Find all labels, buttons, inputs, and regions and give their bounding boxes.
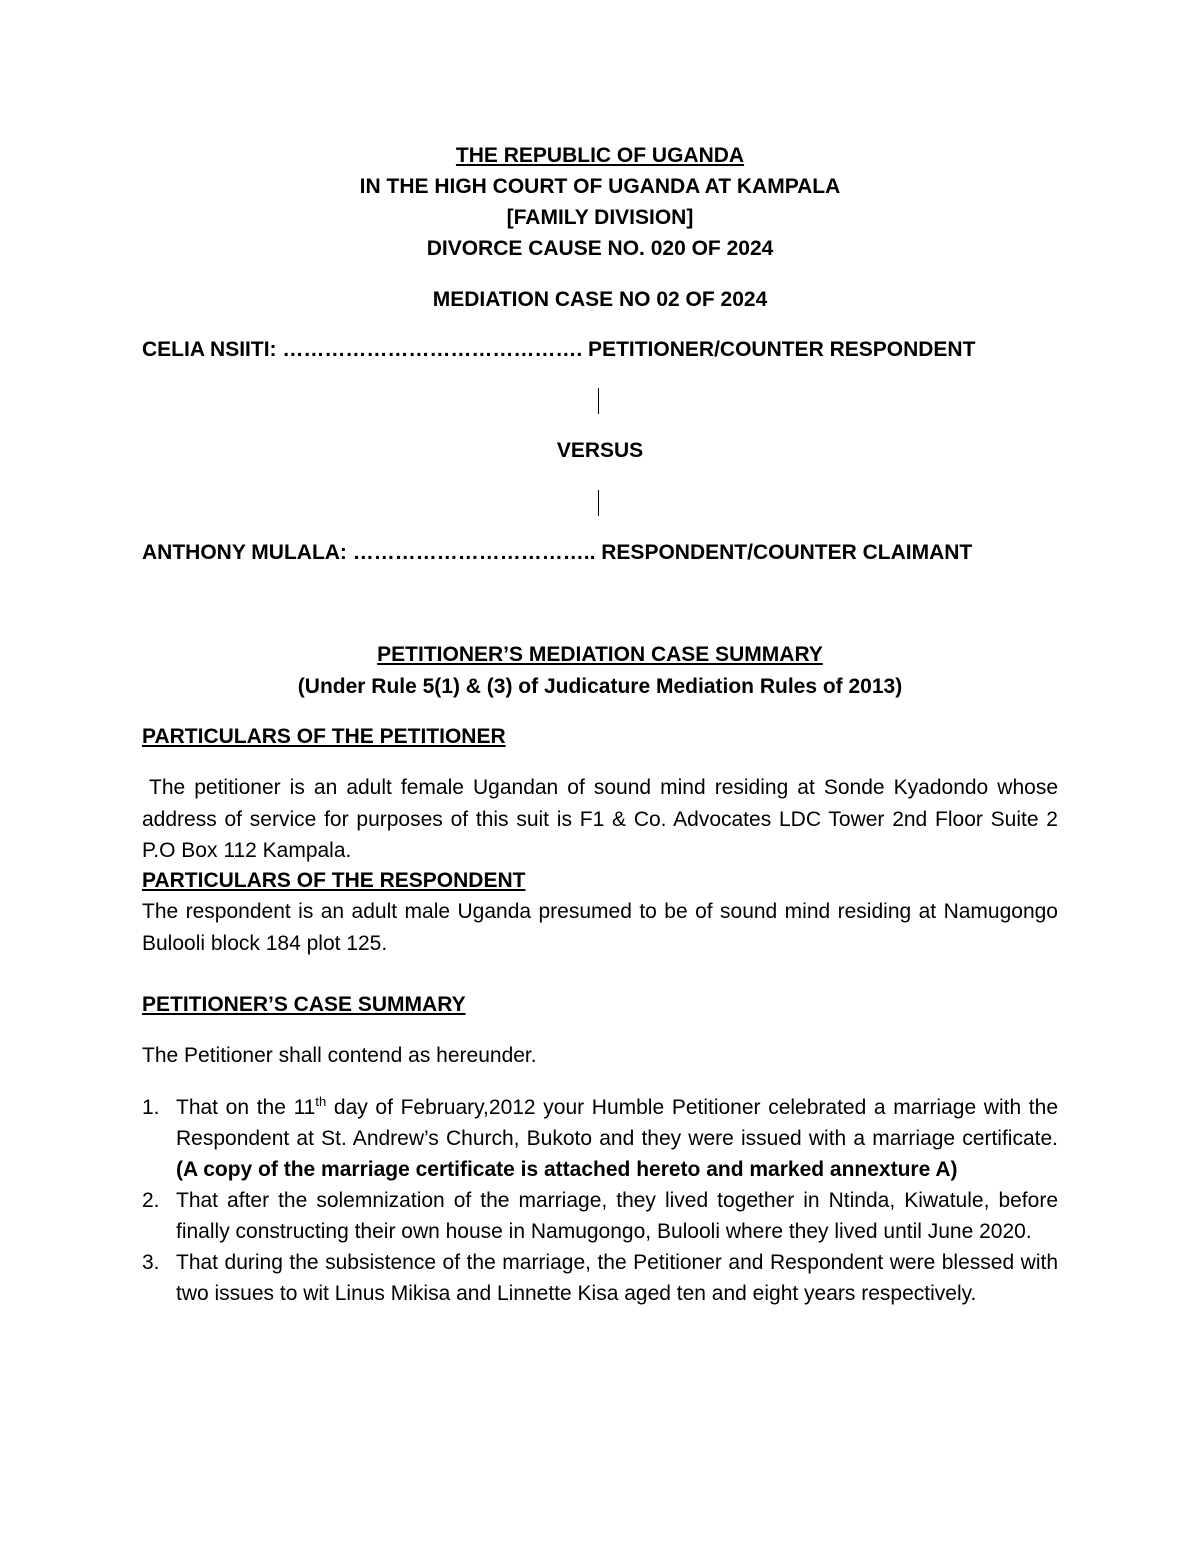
case-summary-heading: PETITIONER’S CASE SUMMARY bbox=[142, 993, 466, 1016]
list-item bbox=[142, 1092, 1058, 1185]
annexture-note: (A copy of the marriage certificate is attached hereto and marked annexture A) bbox=[176, 1158, 958, 1181]
case-summary-intro: The Petitioner shall contend as hereunder. bbox=[142, 1044, 537, 1067]
list-item-text-end: day of February,2012 your Humble Petitioner celebrated a marriage with the Respondent at St. Andrew’s Church, Bukoto and they were issued with a marriage certificate. bbox=[176, 1096, 1059, 1150]
court-heading: IN THE HIGH COURT OF UGANDA AT KAMPALA bbox=[359, 175, 841, 198]
list-item-text: That after the solemnization of the marriage, they lived together in Ntinda, Kiwatule, before finally constructing their own house in Namugongo, Bulooli where they lived until June 2020. bbox=[176, 1189, 1058, 1243]
republic-heading: THE REPUBLIC OF UGANDA bbox=[455, 144, 745, 167]
document-subtitle: (Under Rule 5(1) & (3) of Judicature Mediation Rules of 2013) bbox=[297, 675, 903, 698]
ordinal-suffix: th bbox=[315, 1094, 327, 1109]
division-heading: [FAMILY DIVISION] bbox=[506, 206, 694, 229]
list-item-number: 2. bbox=[142, 1189, 160, 1212]
case-summary-list bbox=[142, 1092, 1058, 1309]
separator-bar-top bbox=[598, 388, 599, 414]
divorce-cause-number: DIVORCE CAUSE NO. 020 OF 2024 bbox=[426, 237, 774, 260]
list-item-text: That during the subsistence of the marriage, the Petitioner and Respondent were blessed with two issues to wit Linus Mikisa and Linnette Kisa aged ten and eight years respectively. bbox=[176, 1251, 1058, 1305]
petitioner-particulars-text: The petitioner is an adult female Ugandan of sound mind residing at Sonde Kyadondo whose address of service for purposes of this suit is F1 & Co. Advocates LDC Tower 2nd Floor Suite 2 P.O Box 112 Kampala. bbox=[142, 776, 1058, 862]
separator-bar-bottom bbox=[598, 490, 599, 516]
list-item bbox=[142, 1247, 1058, 1309]
list-item-number: 1. bbox=[142, 1096, 160, 1119]
respondent-party-line: ANTHONY MULALA: …………………………….. RESPONDENT/COUNTER CLAIMANT bbox=[142, 541, 973, 564]
document-title: PETITIONER’S MEDIATION CASE SUMMARY bbox=[377, 643, 823, 666]
list-item-text-start: That on the 11 bbox=[176, 1096, 316, 1119]
petitioner-party-line: CELIA NSIITI: ……………………………………. PETITIONER/COUNTER RESPONDENT bbox=[142, 338, 976, 361]
versus-label: VERSUS bbox=[556, 439, 644, 462]
respondent-particulars-heading: PARTICULARS OF THE RESPONDENT bbox=[142, 869, 526, 892]
petitioner-particulars-heading: PARTICULARS OF THE PETITIONER bbox=[142, 725, 506, 748]
respondent-particulars-text: The respondent is an adult male Uganda presumed to be of sound mind residing at Namugongo Bulooli block 184 plot 125. bbox=[142, 900, 1058, 955]
list-item-number: 3. bbox=[142, 1251, 160, 1274]
mediation-case-number: MEDIATION CASE NO 02 OF 2024 bbox=[432, 288, 768, 311]
list-item bbox=[142, 1185, 1058, 1247]
